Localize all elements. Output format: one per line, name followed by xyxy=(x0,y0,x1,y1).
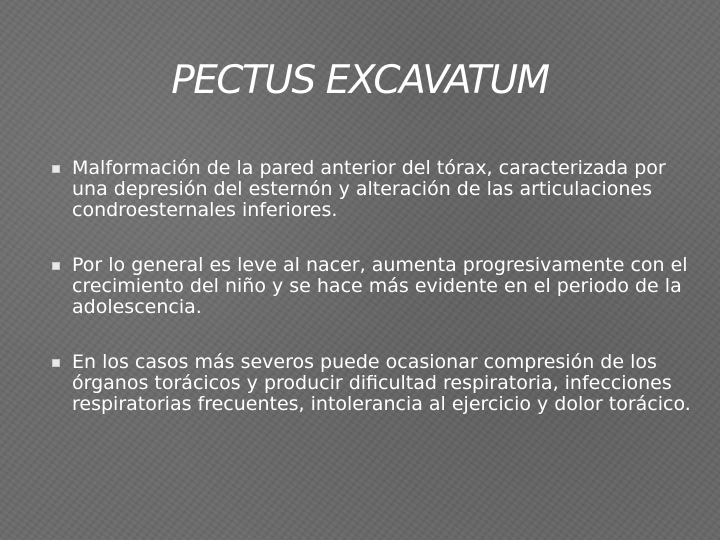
square-bullet-icon xyxy=(52,165,60,173)
bullet-list xyxy=(52,158,692,449)
slide-title: PECTUS EXCAVATUM xyxy=(171,58,549,103)
bullet-text: Malformación de la pared anterior del tórax, caracterizada por una depresión del esternón y alteración de las articulaciones condroesternales inferiores. xyxy=(72,157,666,221)
bullet-item xyxy=(52,352,692,415)
bullet-text: Por lo general es leve al nacer, aumenta progresivamente con el crecimiento del niño y se hace más evidente en el periodo de la adolescencia. xyxy=(72,254,688,318)
bullet-item xyxy=(52,255,692,318)
square-bullet-icon xyxy=(52,359,60,367)
bullet-item xyxy=(52,158,692,221)
bullet-text: En los casos más severos puede ocasionar compresión de los órganos torácicos y producir dificultad respiratoria, infecciones respiratorias frecuentes, intolerancia al ejercicio y dolor torácico. xyxy=(72,351,691,415)
square-bullet-icon xyxy=(52,262,60,270)
